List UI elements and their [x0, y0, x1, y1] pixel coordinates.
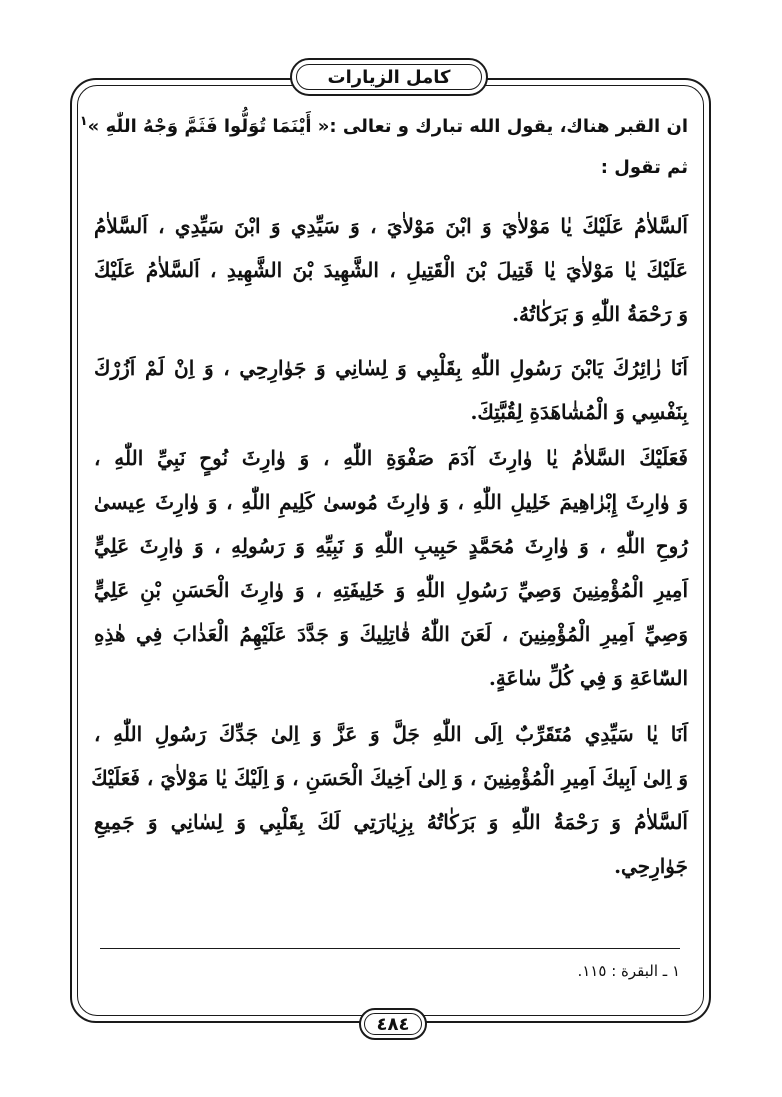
page-body: [79, 100, 688, 920]
footnote: ١ ـ البقرة : ١١٥.: [577, 962, 680, 980]
approach-line-1: اَنَا يٰا سَيِّدِي مُتَقَرِّبٌ اِلَى اللّٰهِ جَلَّ وَ عَزَّ وَ اِلىٰ جَدِّكَ رَسُولِ اللّٰهِ ،: [94, 722, 688, 746]
intro-text: ان القبر هناك، يقول الله تبارك و تعالى :« أَيْنَمَا تُوَلُّوا فَثَمَّ وَجْهُ اللّٰهِ »: [87, 116, 688, 137]
approach-line-2: وَ اِلىٰ اَبِيكَ اَمِيرِ الْمُؤْمِنِينَ ، وَ اِلىٰ اَخِيكَ الْحَسَنِ ، وَ اِلَيْكَ يٰا مَوْلاٰيَ ، فَعَلَيْكَ: [91, 766, 688, 790]
approach-line-4: جَوٰارِحِي.: [614, 854, 688, 878]
heirs-line-3: رُوحِ اللّٰهِ ، وَ وٰارِثَ مُحَمَّدٍ حَبِيبِ اللّٰهِ وَ نَبِيِّهِ وَ رَسُولِهِ ، وَ وٰارِثَ عَلِيٍّ: [94, 534, 688, 558]
page-number-badge: [359, 1008, 427, 1040]
intro-line: [79, 100, 688, 149]
heirs-line-5: وَصِيِّ اَمِيرِ الْمُؤْمِنِينَ ، لَعَنَ اللّٰهُ قٰاتِلِيكَ وَ جَدَّدَ عَلَيْهِمُ الْعَذٰابَ فِي هٰذِهِ: [94, 622, 688, 646]
salutation-line-2: عَلَيْكَ يٰا مَوْلاٰيَ يٰا قَتِيلَ بْنَ الْقَتِيلِ ، الشَّهِيدَ بْنَ الشَّهِيدِ ، اَلسَّلاٰمُ عَلَيْكَ: [94, 258, 688, 282]
salutation-line-1: اَلسَّلاٰمُ عَلَيْكَ يٰا مَوْلاٰيَ وَ ابْنَ مَوْلاٰيَ ، وَ سَيِّدِي وَ ابْنَ سَيِّدِي ، اَلسَّلاٰمُ: [94, 214, 688, 238]
page-number: ٤٨٤: [376, 1013, 410, 1035]
book-title: كامل الزيارات: [327, 66, 451, 88]
footnote-marker: ١: [79, 114, 88, 129]
footnote-divider: [100, 948, 680, 949]
heirs-line-1: فَعَلَيْكَ السَّلاٰمُ يٰا وٰارِثَ آدَمَ صَفْوَةِ اللّٰهِ ، وَ وٰارِثَ نُوحٍ نَبِيِّ اللّٰهِ ،: [94, 446, 688, 470]
visit-line-2: بِنَفْسِي وَ الْمُشٰاهَدَةِ لِقُبَّتِكَ.: [470, 400, 688, 424]
running-header: [290, 58, 488, 96]
instruction-line: ثم تقول :: [600, 157, 688, 178]
approach-line-3: اَلسَّلاٰمُ وَ رَحْمَةُ اللّٰهِ وَ بَرَكٰاتُهُ بِزِيٰارَتِي لَكَ بِقَلْبِي وَ لِسٰانِي وَ جَمِيعِ: [94, 810, 688, 834]
heirs-line-6: السّٰاعَةِ وَ فِي كُلِّ سٰاعَةٍ.: [488, 666, 688, 690]
heirs-line-2: وَ وٰارِثَ إِبْرٰاهِيمَ خَلِيلِ اللّٰهِ ، وَ وٰارِثَ مُوسىٰ كَلِيمِ اللّٰهِ ، وَ وٰارِثَ عِيسىٰ: [94, 490, 688, 514]
heirs-line-4: اَمِيرِ الْمُؤْمِنِينَ وَصِيِّ رَسُولِ اللّٰهِ وَ خَلِيفَتِهِ ، وَ وٰارِثَ الْحَسَنِ بْنِ عَلِيٍّ: [94, 578, 688, 602]
salutation-line-3: وَ رَحْمَةُ اللّٰهِ وَ بَرَكٰاتُهُ.: [512, 302, 688, 326]
visit-line-1: اَنَا زٰائِرُكَ يَابْنَ رَسُولِ اللّٰهِ بِقَلْبِي وَ لِسٰانِي وَ جَوٰارِحِي ، وَ اِنْ لَمْ اَزُرْكَ: [94, 356, 688, 380]
